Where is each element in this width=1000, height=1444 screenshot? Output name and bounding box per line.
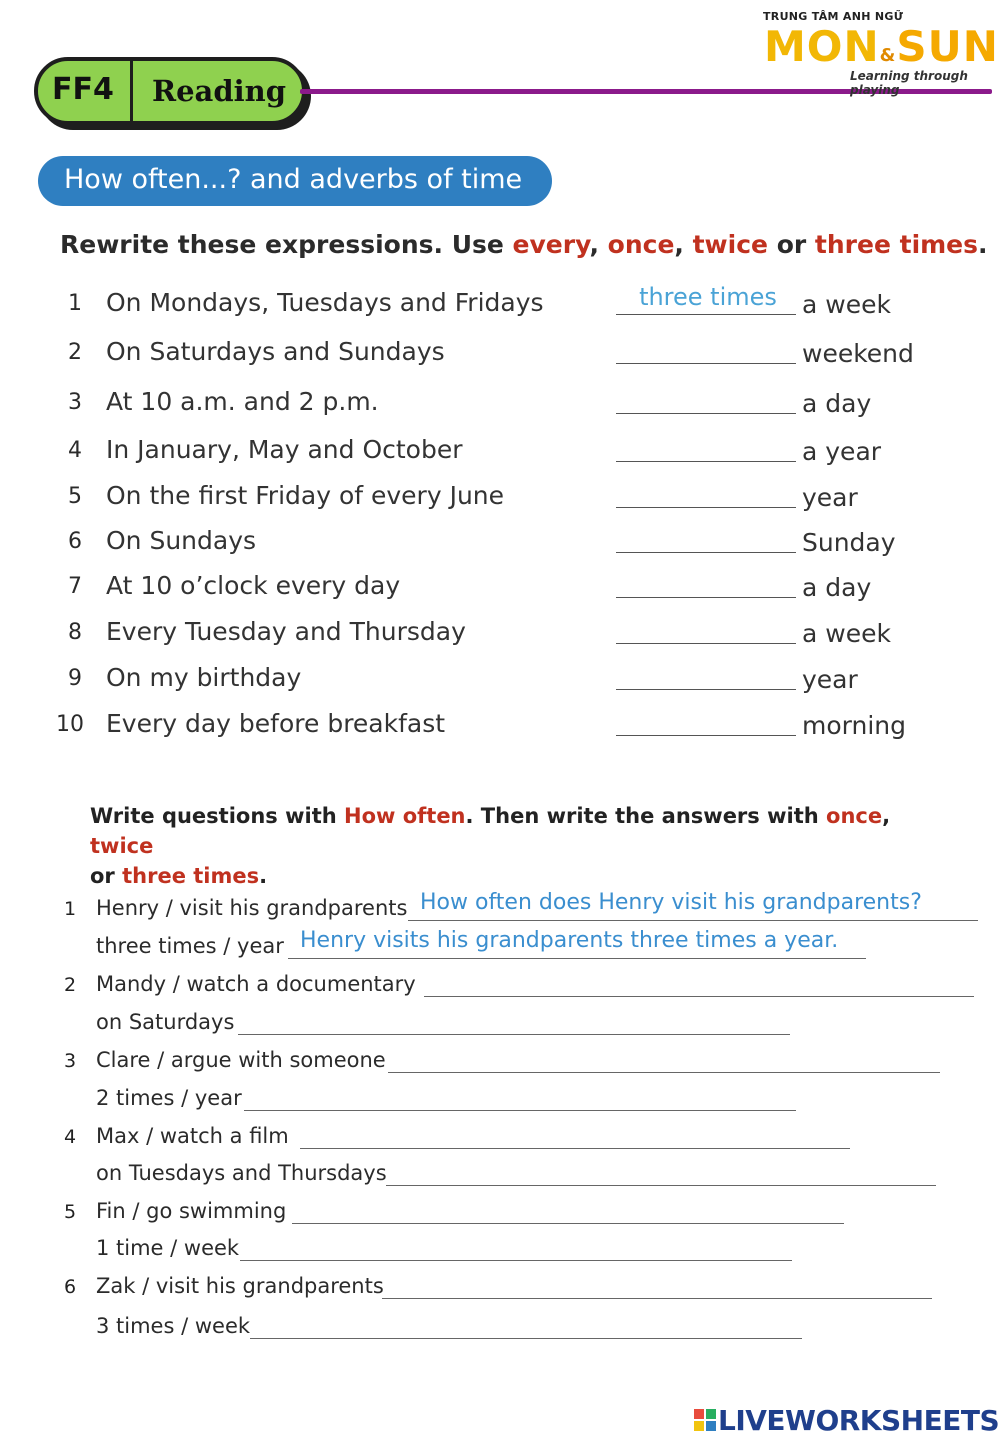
answer-blank-line: [616, 461, 796, 462]
answer-blank-line: [616, 643, 796, 644]
section-title: How often...? and adverbs of time: [64, 164, 523, 195]
item-number: 9: [68, 666, 82, 691]
answer-prompt: on Tuesdays and Thursdays: [96, 1161, 387, 1185]
answer-prompt: 1 time / week: [96, 1236, 240, 1260]
exercise2-instruction: [90, 801, 920, 891]
expression-text: On Sundays: [106, 526, 257, 555]
item-number: 6: [64, 1276, 77, 1298]
answer-prompt: on Saturdays: [96, 1010, 235, 1034]
expression-suffix: a day: [802, 389, 872, 418]
item-number: 6: [68, 529, 82, 554]
logo-part-1: MON: [764, 22, 880, 71]
question-prompt: Max / watch a film: [96, 1124, 289, 1148]
exercise1-instruction: [60, 230, 988, 259]
expression-text: At 10 o’clock every day: [106, 571, 401, 600]
item-number: 4: [68, 438, 82, 463]
logo-part-2: SUN: [896, 22, 999, 71]
item-number: 3: [68, 390, 82, 415]
keyword-how-often: How often: [344, 804, 466, 828]
question-blank-line: [300, 1148, 850, 1149]
logo-caption: TRUNG TÂM ANH NGỮ: [763, 10, 904, 23]
logo-tagline: Learning through playing: [850, 69, 968, 97]
item-number: 1: [68, 291, 82, 316]
keyword-three-times: three times: [814, 230, 979, 259]
unit-badge-divider: [130, 61, 133, 121]
item-number: 1: [64, 898, 77, 920]
item-number: 3: [64, 1050, 77, 1072]
instr2-sep: ,: [882, 804, 891, 828]
answer-blank-line: [616, 689, 796, 690]
answer-prompt: 3 times / week: [96, 1314, 251, 1338]
instr2-sep: or: [90, 864, 123, 888]
answer-blank-line: [616, 507, 796, 508]
expression-text: On the first Friday of every June: [106, 481, 505, 510]
instr1-end: .: [978, 230, 988, 259]
sentence-answer-field[interactable]: Henry visits his grandparents three times a year.: [300, 928, 839, 953]
question-prompt: Henry / visit his grandparents: [96, 896, 408, 920]
instr2-text: Write questions with: [90, 804, 344, 828]
item-number: 5: [64, 1201, 77, 1223]
expression-suffix: Sunday: [802, 528, 896, 557]
keyword-twice: twice: [692, 230, 768, 259]
item-number: 2: [68, 340, 82, 365]
item-number: 10: [56, 712, 84, 737]
instr1-sep: ,: [674, 230, 693, 259]
unit-code: FF4: [52, 72, 114, 107]
question-blank-line: [292, 1223, 844, 1224]
instr1-sep: ,: [589, 230, 608, 259]
expression-text: On my birthday: [106, 663, 302, 692]
answer-blank-line: [386, 1185, 936, 1186]
item-number: 7: [68, 574, 82, 599]
question-prompt: Fin / go swimming: [96, 1199, 287, 1223]
expression-suffix: morning: [802, 711, 906, 740]
answer-blank-line: [616, 363, 796, 364]
answer-blank-line: [240, 1260, 792, 1261]
expression-suffix: year: [802, 483, 858, 512]
expression-suffix: weekend: [802, 339, 914, 368]
footer-brand: LIVEWORKSHEETS: [718, 1404, 1000, 1437]
question-answer-field[interactable]: How often does Henry visit his grandparents?: [420, 890, 922, 915]
item-number: 4: [64, 1126, 77, 1148]
question-blank-line: [382, 1298, 932, 1299]
answer-blank-line: [616, 552, 796, 553]
expression-text: Every day before breakfast: [106, 709, 446, 738]
expression-suffix: a week: [802, 290, 891, 319]
keyword-every: every: [512, 230, 590, 259]
answer-blank-line: [250, 1338, 802, 1339]
question-blank-line: [424, 996, 974, 997]
question-prompt: Clare / argue with someone: [96, 1048, 386, 1072]
answer-field[interactable]: three times: [639, 283, 777, 311]
question-blank-line: [408, 920, 978, 921]
question-blank-line: [388, 1072, 940, 1073]
expression-text: At 10 a.m. and 2 p.m.: [106, 387, 379, 416]
liveworksheets-logo-icon: [694, 1409, 716, 1431]
keyword-once: once: [607, 230, 675, 259]
expression-text: On Saturdays and Sundays: [106, 337, 445, 366]
answer-blank-line: [616, 413, 796, 414]
answer-prompt: 2 times / year: [96, 1086, 242, 1110]
item-number: 5: [68, 484, 82, 509]
instr2-end: .: [259, 864, 268, 888]
answer-prompt: three times / year: [96, 934, 284, 958]
answer-blank-line: [616, 314, 796, 315]
answer-blank-line: [244, 1110, 796, 1111]
instr1-text: Rewrite these expressions. Use: [60, 230, 513, 259]
expression-text: Every Tuesday and Thursday: [106, 617, 466, 646]
answer-blank-line: [616, 597, 796, 598]
answer-blank-line: [288, 958, 866, 959]
item-number: 2: [64, 974, 77, 996]
expression-suffix: a week: [802, 619, 891, 648]
instr1-sep: or: [768, 230, 815, 259]
keyword-twice: twice: [90, 834, 154, 858]
keyword-three-times: three times: [122, 864, 260, 888]
answer-blank-line: [238, 1034, 790, 1035]
unit-skill-label: Reading: [152, 74, 286, 108]
logo-ampersand: &: [879, 45, 897, 66]
expression-text: On Mondays, Tuesdays and Fridays: [106, 288, 544, 317]
keyword-once: once: [826, 804, 883, 828]
instr2-text: . Then write the answers with: [465, 804, 827, 828]
expression-suffix: year: [802, 665, 858, 694]
expression-text: In January, May and October: [106, 435, 463, 464]
expression-suffix: a year: [802, 437, 882, 466]
question-prompt: Zak / visit his grandparents: [96, 1274, 384, 1298]
answer-blank-line: [616, 735, 796, 736]
logo-wordmark: [764, 22, 999, 71]
item-number: 8: [68, 620, 82, 645]
expression-suffix: a day: [802, 573, 872, 602]
question-prompt: Mandy / watch a documentary: [96, 972, 416, 996]
